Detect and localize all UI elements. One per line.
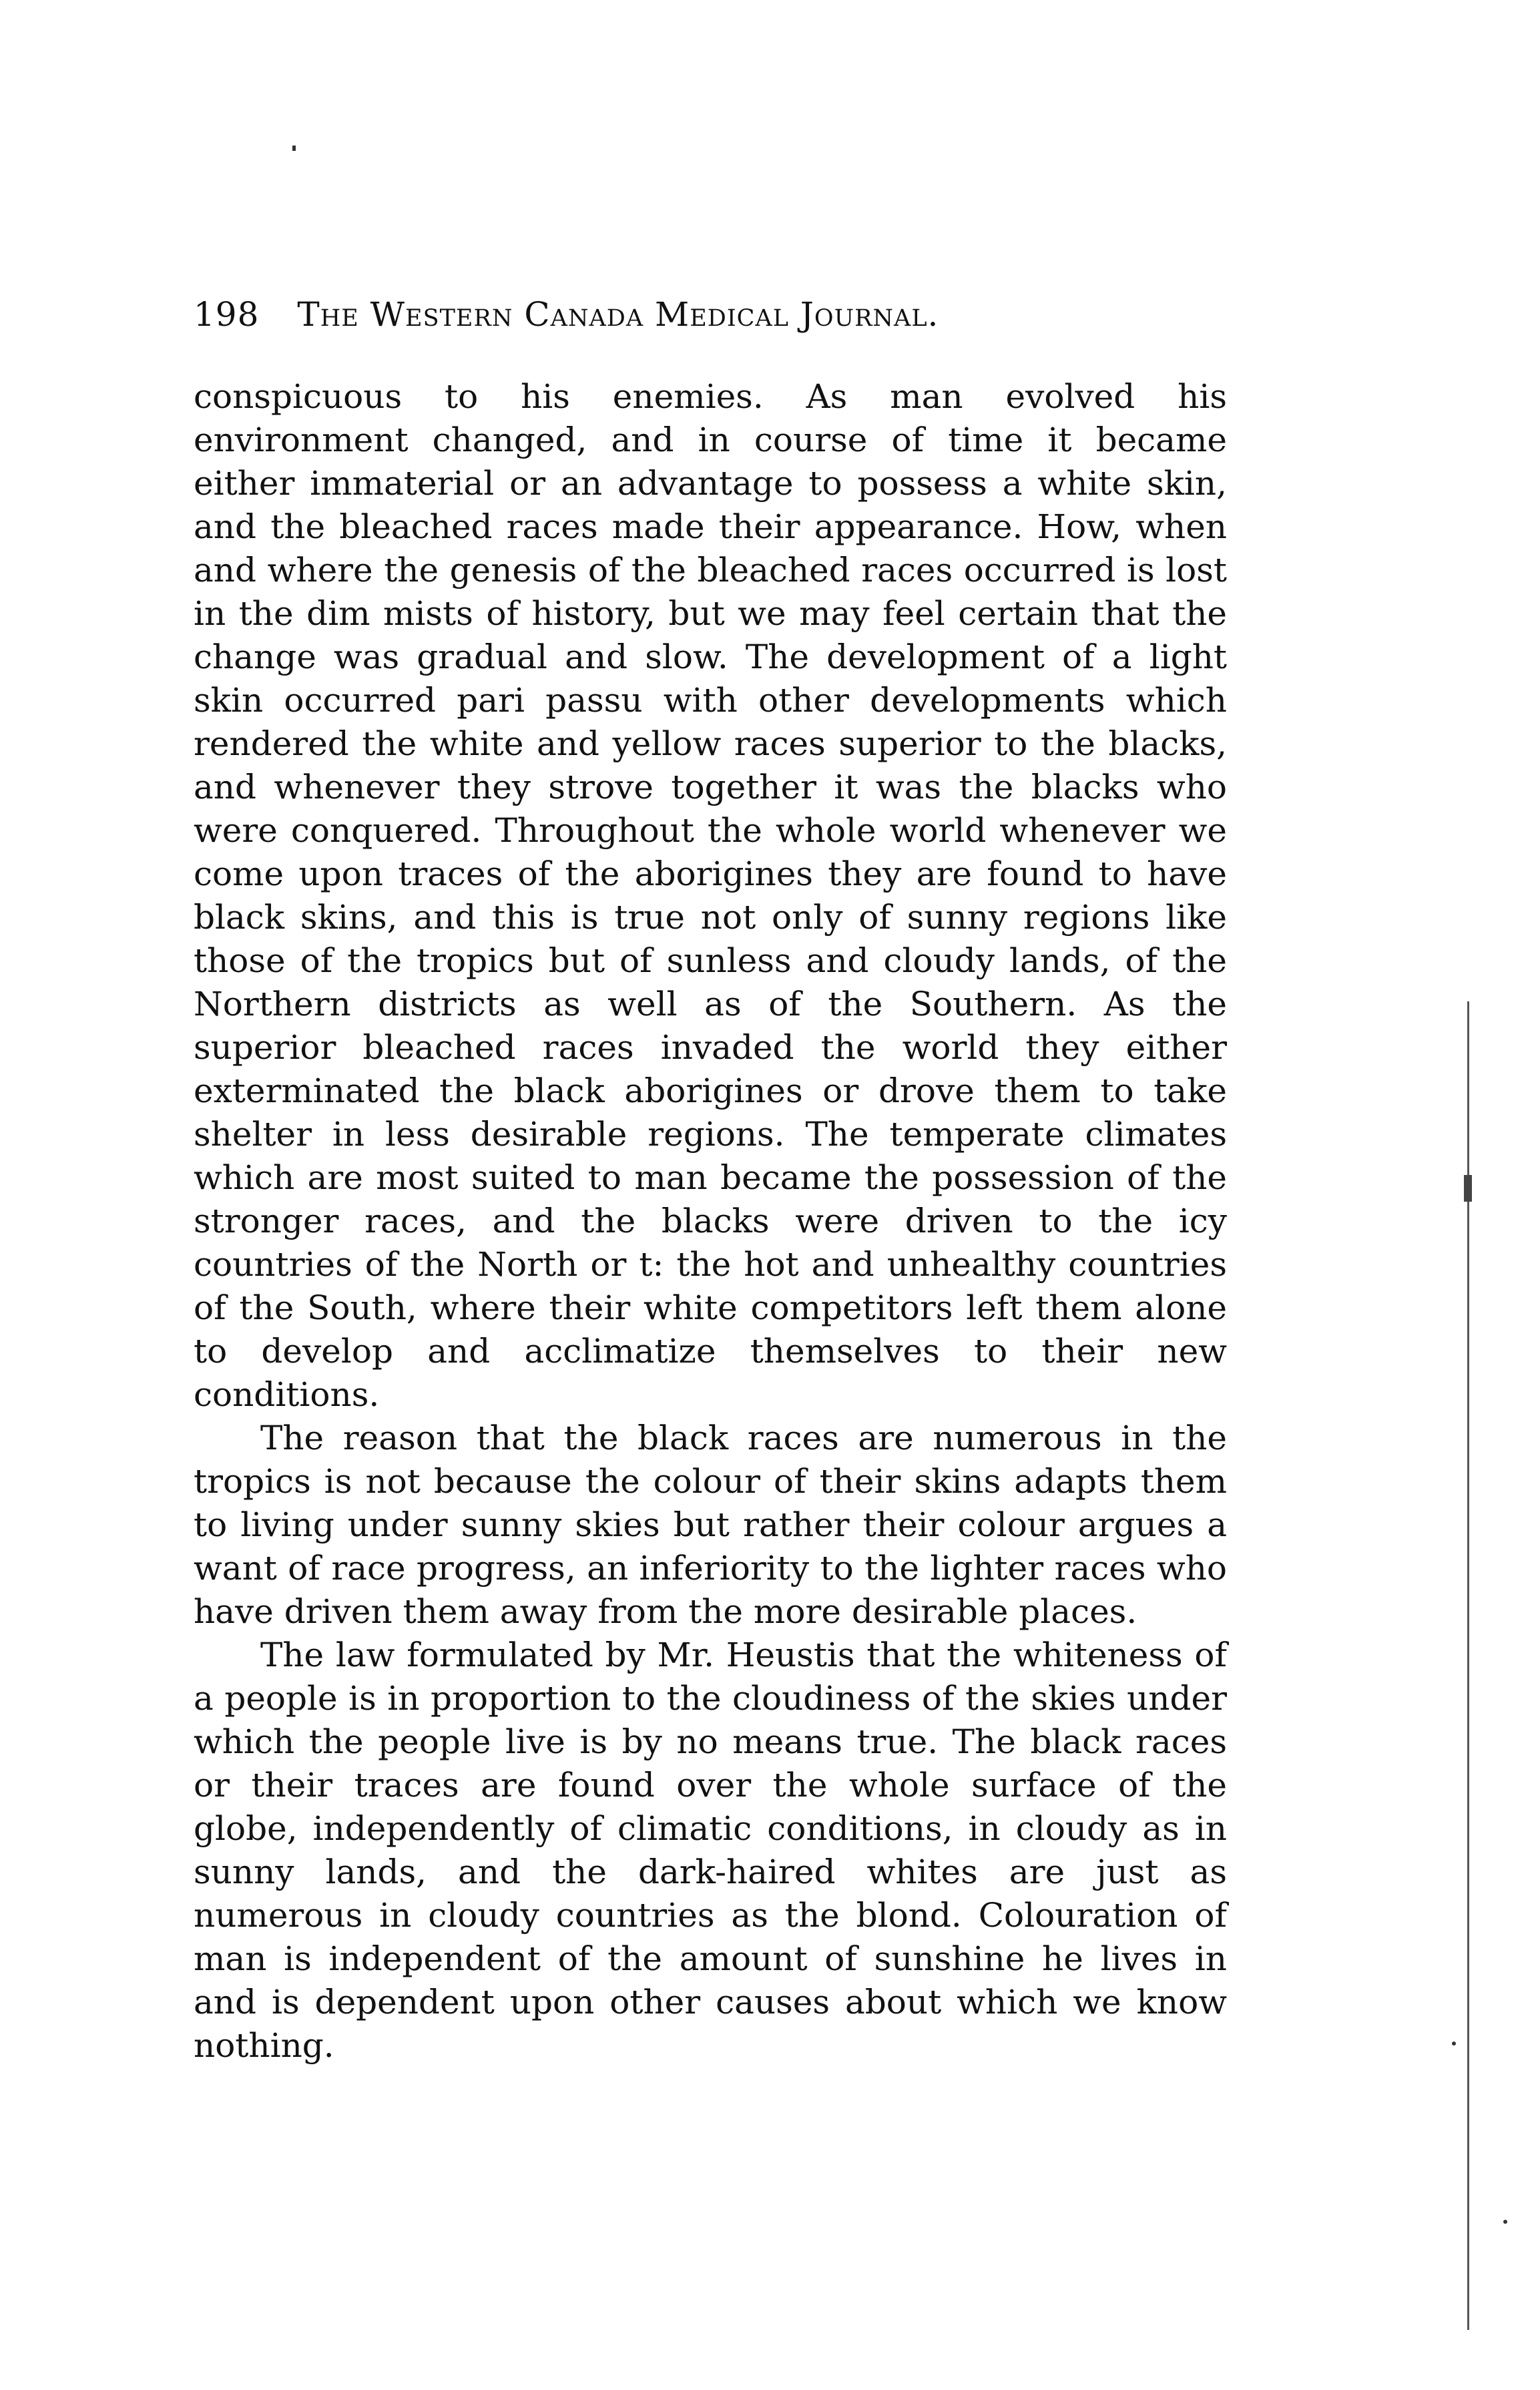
paragraph-3: The law formulated by Mr. Heustis that the whiteness of a people is in proportion to the cloudiness of the skies under which the people live is by no means true. The black races or their traces are found over the whole surface of the globe, independently of climatic conditions, in cloudy as in sunny lands, and the dark-haired whites are just as numerous in cloudy countries as the blond. Colouration of man is independent of the amount of sunshine he lives in and is dependent upon other causes about which we know nothing.: [194, 1636, 1227, 2065]
stray-mark: [1503, 2220, 1507, 2224]
journal-title: The Western Canada Medical Journal.: [297, 295, 939, 334]
page-edge-mark: [1464, 1175, 1472, 1202]
stray-mark: [1452, 2042, 1456, 2046]
paragraph-2: The reason that the black races are numerous in the tropics is not because the colour of their skins adapts them to living under sunny skies but rather their colour argues a want of race progress, an inferiority to the lighter races who have driven them away from the more desirable places.: [194, 1419, 1227, 1631]
running-header: [194, 295, 1235, 348]
stray-mark: [292, 146, 296, 151]
page-number: 198: [194, 295, 260, 334]
paragraph-1: conspicuous to his enemies. As man evolved his environment changed, and in course of time it became either immaterial or an advantage to possess a white skin, and the bleached races made their appearance. How, when and where the genesis of the bleached races occurred is lost in the dim mists of history, but we may feel certain that the change was gradual and slow. The development of a light skin occurred pari passu with other developments which rendered the white and yellow races superior to the blacks, and whenever they strove together it was the blacks who were conquered. Throughout the whole world whenever we come upon traces of the aborigines they are found to have black skins, and this is true not only of sunny regions like those of the tropics but of sunless and cloudy lands, of the Northern districts as well as of the Southern. As the superior bleached races invaded the world they either exterminated the black aborigines or drove them to take shelter in less desirable regions. The temperate climates which are most suited to man became the possession of the stronger races, and the blacks were driven to the icy countries of the North or t: the hot and unhealthy countries of the South, where their white competitors left them alone to develop and acclimatize themselves to their new conditions.: [194, 377, 1227, 1414]
article-body: [194, 375, 1227, 2068]
